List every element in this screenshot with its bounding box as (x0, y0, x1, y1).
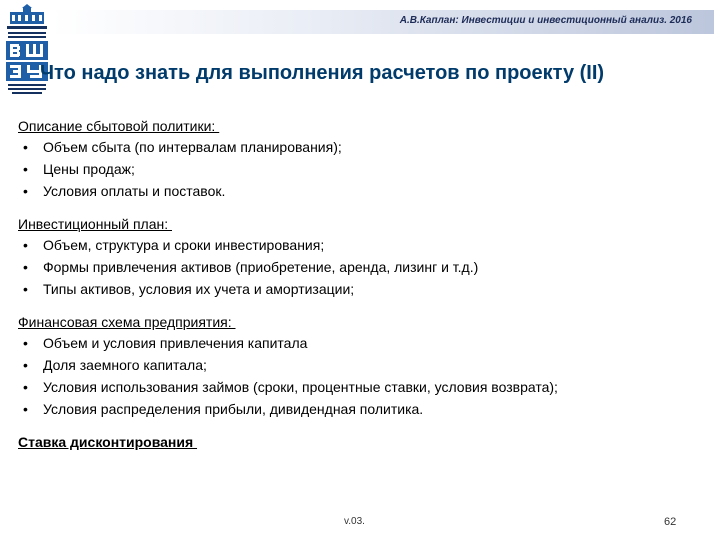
bullet-icon: • (23, 357, 28, 373)
list-item: • Типы активов, условия их учета и амортизации; (23, 281, 355, 297)
section-sales-policy (18, 117, 708, 200)
list-item: • Формы привлечения активов (приобретение, аренда, лизинг и т.д.) (23, 259, 479, 275)
bullet-icon: • (23, 335, 28, 351)
section-title: Описание сбытовой политики: (18, 118, 220, 134)
list-item: • Объем и условия привлечения капитала (23, 335, 308, 351)
list-item: • Условия распределения прибыли, дивидендная политика. (23, 401, 424, 417)
list-item: • Объем сбыта (по интервалам планирования); (23, 139, 342, 155)
bullet-icon: • (23, 161, 28, 177)
list-item: • Цены продаж; (23, 161, 135, 177)
bullet-list (18, 334, 708, 418)
bullet-icon: • (23, 139, 28, 155)
slide-content (18, 117, 708, 466)
bullet-list (18, 236, 708, 298)
bullet-icon: • (23, 237, 28, 253)
slide-title: Что надо знать для выполнения расчетов по проекту (II) (40, 62, 605, 84)
section-discount-rate (18, 433, 708, 451)
bullet-icon: • (23, 401, 28, 417)
bullet-list (18, 138, 708, 200)
footer-version: v.03. (344, 516, 365, 527)
section-title: Инвестиционный план: (18, 216, 172, 232)
list-item: • Объем, структура и сроки инвестирования; (23, 237, 325, 253)
section-title: Финансовая схема предприятия: (18, 314, 236, 330)
section-investment-plan (18, 215, 708, 298)
bullet-icon: • (23, 379, 28, 395)
section-financial-scheme (18, 313, 708, 418)
section-title: Ставка дисконтирования (18, 434, 198, 450)
header-caption: А.В.Каплан: Инвестиции и инвестиционный анализ. 2016 (399, 15, 692, 26)
bullet-icon: • (23, 259, 28, 275)
bullet-icon: • (23, 183, 28, 199)
list-item: • Условия оплаты и поставок. (23, 183, 226, 199)
list-item: • Доля заемного капитала; (23, 357, 207, 373)
list-item: • Условия использования займов (сроки, процентные ставки, условия возврата); (23, 379, 558, 395)
page-number: 62 (664, 516, 677, 528)
bullet-icon: • (23, 281, 28, 297)
